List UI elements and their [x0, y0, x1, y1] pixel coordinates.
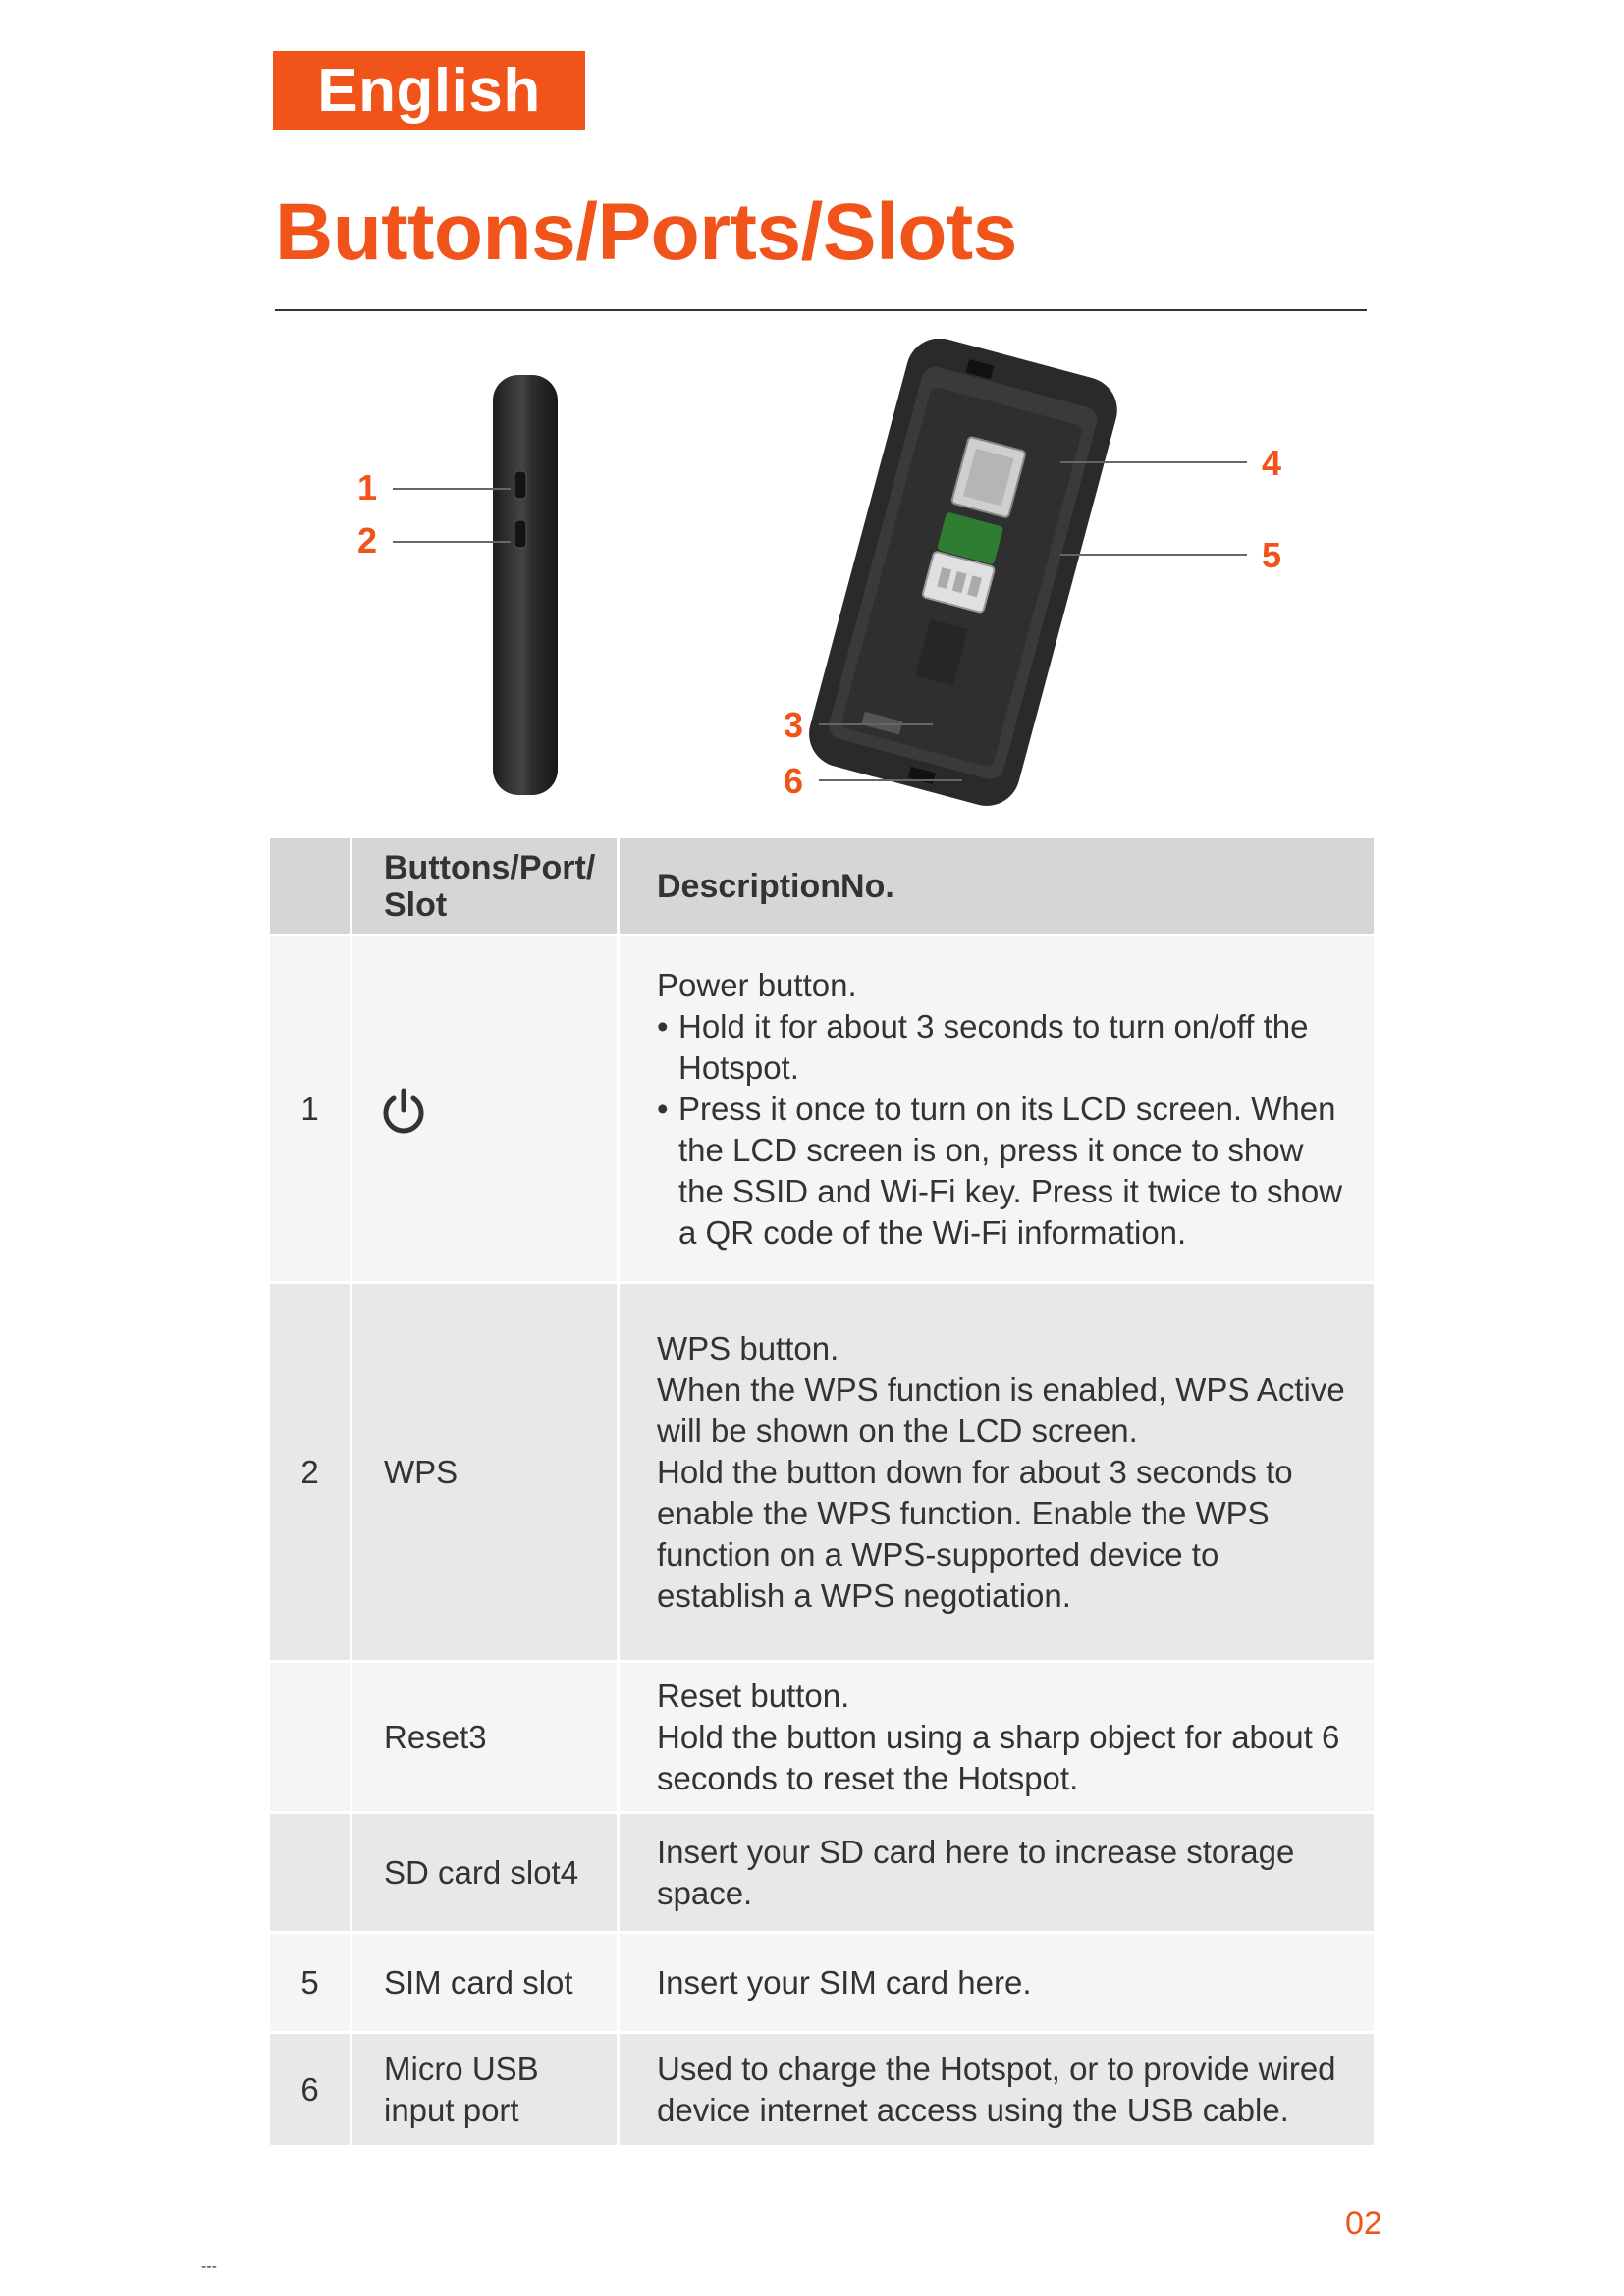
device-back-illustration [766, 339, 1355, 820]
header-description: DescriptionNo. [619, 837, 1376, 935]
row-number: 2 [269, 1283, 352, 1662]
callout-1: 1 [357, 467, 378, 507]
language-badge: English [273, 51, 585, 130]
description-line: Hold the button down for about 3 seconds to enable the WPS function. Enable the WPS function on a WPS-supported device to establish a WPS negotiation. [657, 1453, 1293, 1614]
description-bullets [657, 1006, 1350, 1254]
description-line: Hold the button using a sharp object for about 6 seconds to reset the Hotspot. [657, 1718, 1340, 1796]
ports-table [267, 835, 1377, 2148]
callout-6: 6 [784, 761, 804, 801]
footer-mark: --- [201, 2258, 217, 2274]
callout-2: 2 [357, 520, 378, 561]
row-name [352, 935, 619, 1283]
table-row [269, 2033, 1376, 2147]
row-name: SIM card slot [352, 1933, 619, 2033]
description-line: Insert your SD card here to increase storage space. [657, 1833, 1295, 1911]
callout-3: 3 [784, 705, 804, 745]
page-title: Buttons/Ports/Slots [275, 187, 1017, 277]
header-no [269, 837, 352, 935]
row-name: Reset3 [352, 1662, 619, 1813]
callout-5: 5 [1262, 535, 1282, 575]
table-row [269, 935, 1376, 1283]
power-icon [378, 1087, 429, 1138]
bullet-item: • Hold it for about 3 seconds to turn on/off the Hotspot. [657, 1006, 1350, 1089]
table-row [269, 1283, 1376, 1662]
bullet-item: • Press it once to turn on its LCD screen. When the LCD screen is on, press it once to show the SSID and Wi-Fi key. Press it twice to show a QR code of the Wi-Fi information. [657, 1089, 1350, 1254]
row-number [269, 1813, 352, 1933]
description-line: Used to charge the Hotspot, or to provide wired device internet access using the USB cable. [657, 2050, 1336, 2128]
description-line: When the WPS function is enabled, WPS Active will be shown on the LCD screen. [657, 1370, 1345, 1449]
row-name: Micro USB input port [352, 2033, 619, 2147]
table-row [269, 1933, 1376, 2033]
description-line: Insert your SIM card here. [657, 1963, 1032, 2001]
table-row [269, 1662, 1376, 1813]
title-divider [275, 309, 1367, 311]
row-description [619, 1662, 1376, 1813]
callout-4: 4 [1262, 443, 1282, 483]
page-number: 02 [1345, 2205, 1382, 2242]
table-row [269, 1813, 1376, 1933]
row-description [619, 935, 1376, 1283]
description-intro: Power button. [657, 966, 857, 1003]
row-name: WPS [352, 1283, 619, 1662]
header-name: Buttons/Port/ Slot [352, 837, 619, 935]
row-name: SD card slot4 [352, 1813, 619, 1933]
row-description [619, 1933, 1376, 2033]
description-line: WPS button. [657, 1329, 839, 1366]
device-side-illustration [344, 373, 638, 805]
row-number: 5 [269, 1933, 352, 2033]
row-description [619, 1813, 1376, 1933]
table-header-row [269, 837, 1376, 935]
description-line: Reset button. [657, 1677, 850, 1714]
row-description [619, 1283, 1376, 1662]
row-number [269, 1662, 352, 1813]
device-side-figure [344, 373, 638, 805]
row-description [619, 2033, 1376, 2147]
device-back-figure [766, 339, 1355, 820]
row-number: 1 [269, 935, 352, 1283]
row-number: 6 [269, 2033, 352, 2147]
